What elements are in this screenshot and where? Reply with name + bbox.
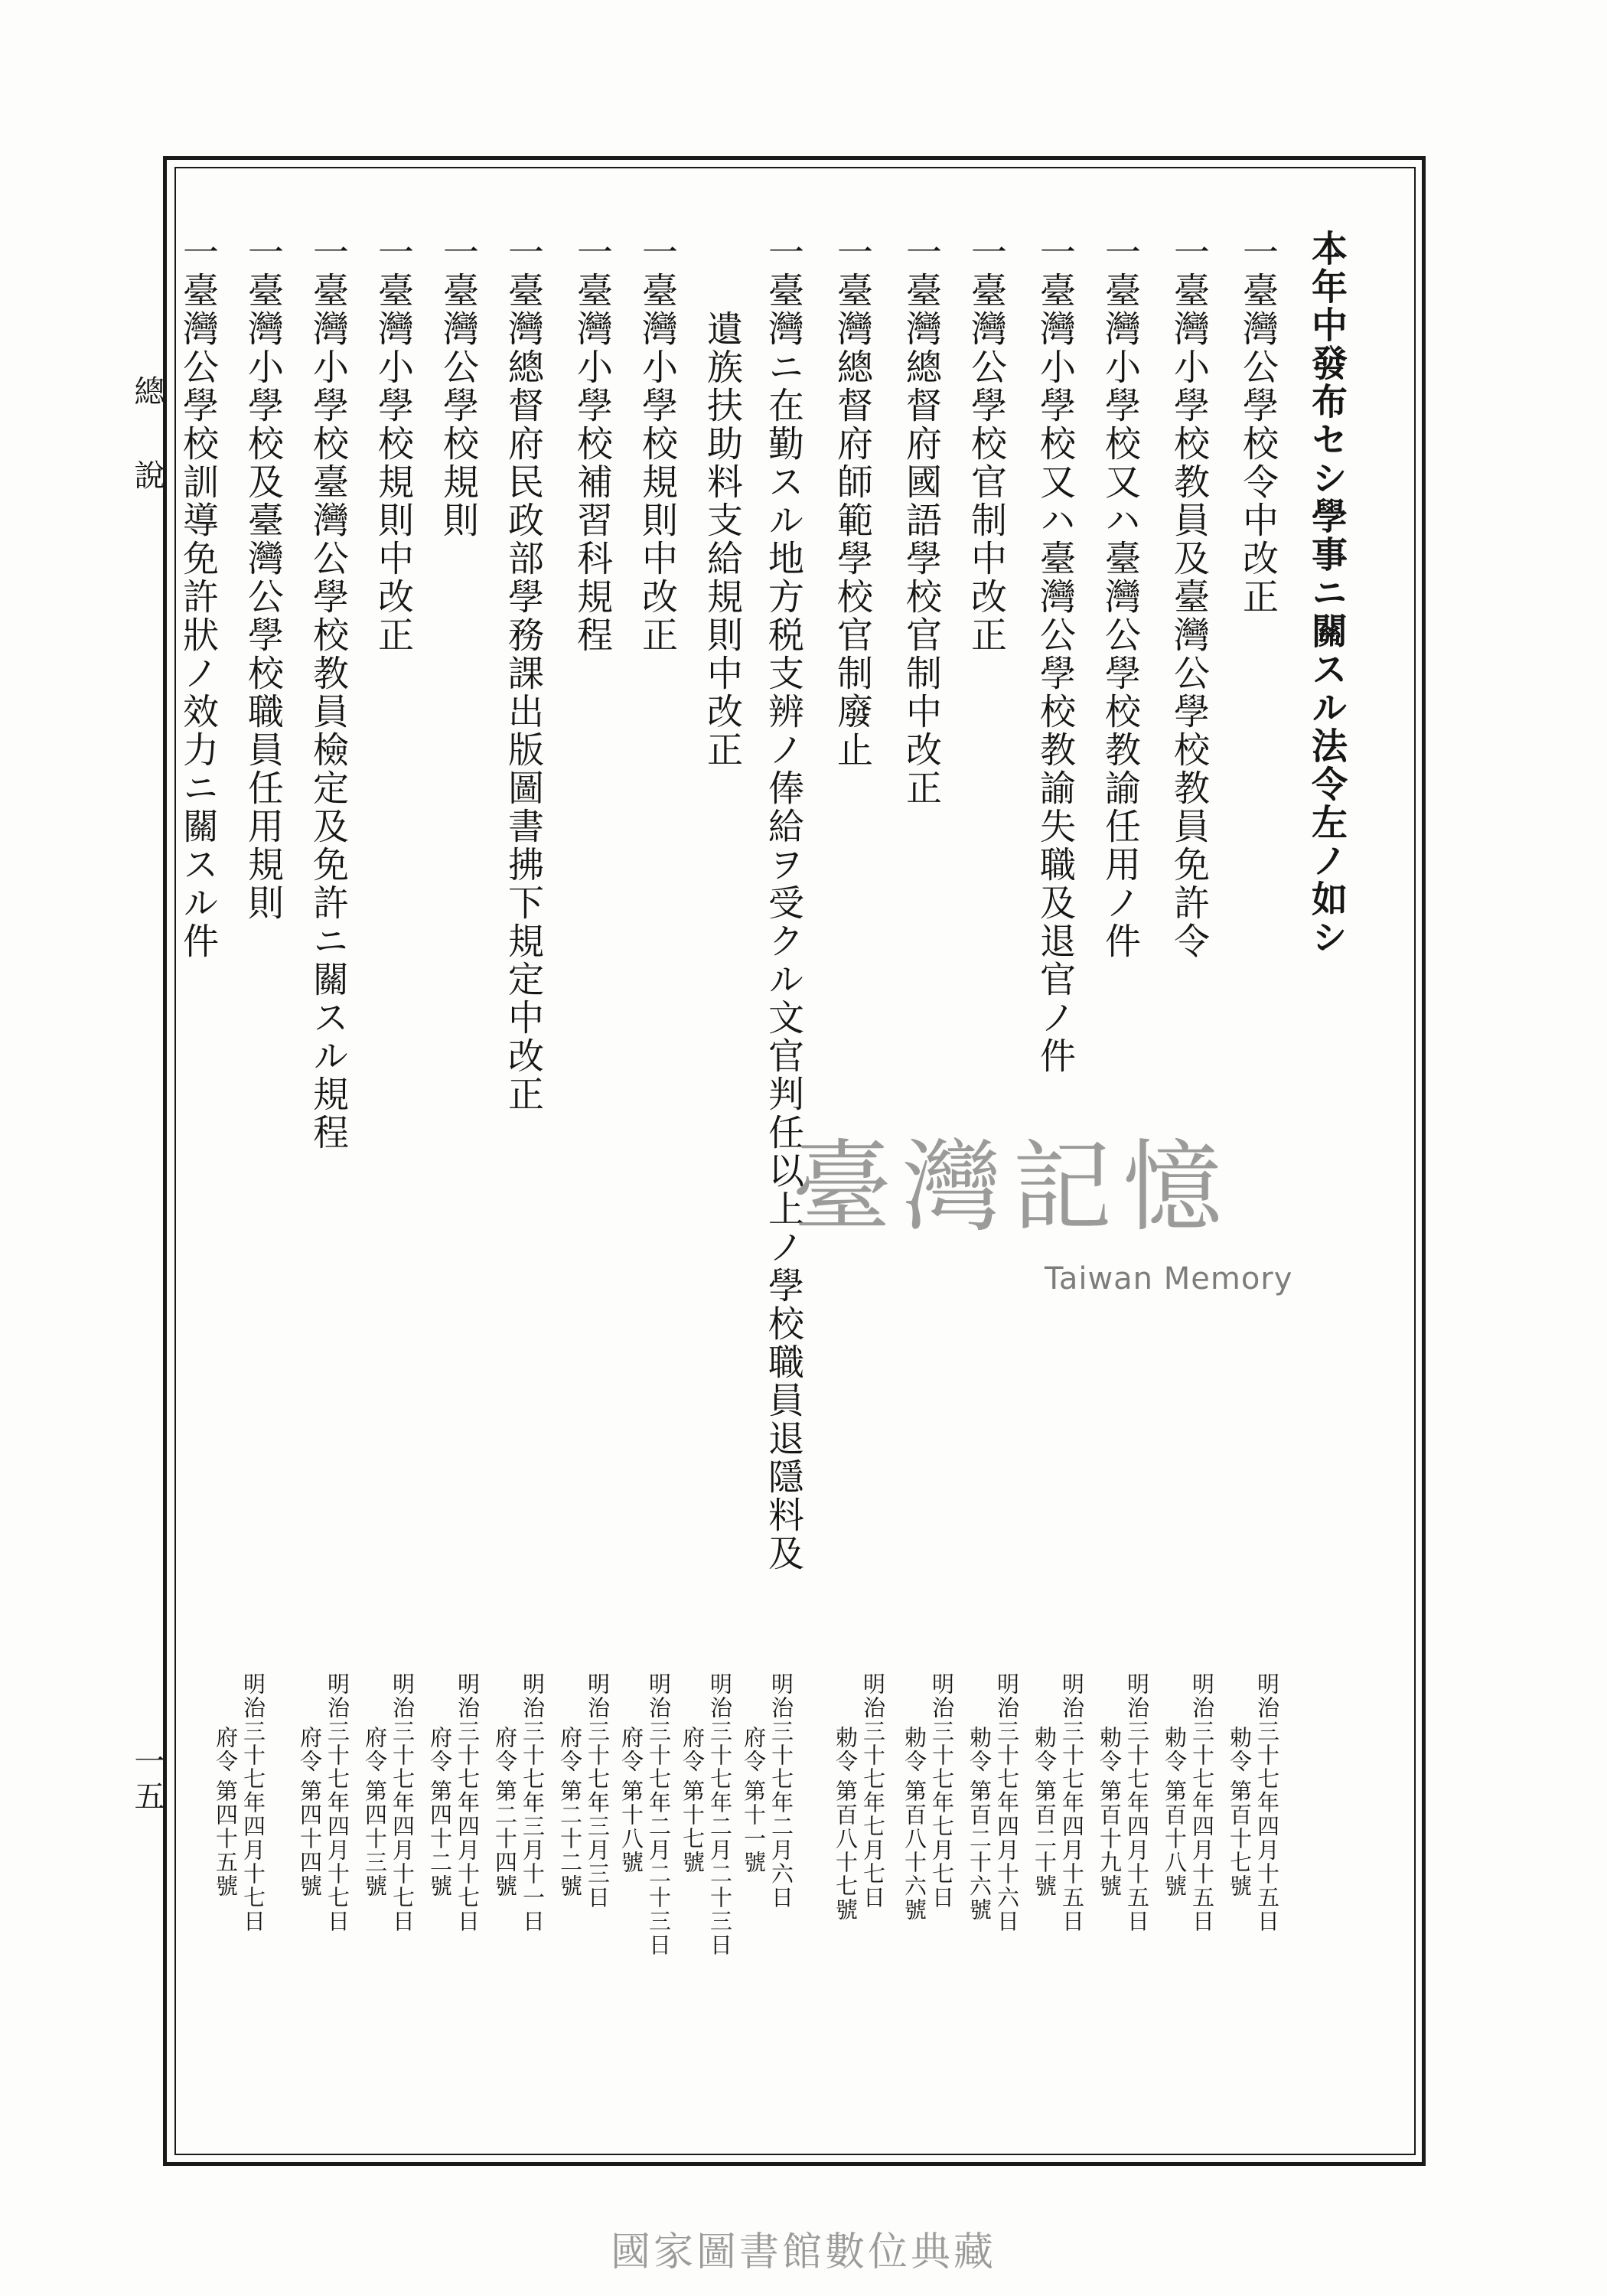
law-date-line: 明治三十七年四月十五日: [1254, 1672, 1280, 1933]
law-title: 一臺灣小學校規則中改正: [372, 233, 414, 654]
law-number: 第百二十六號: [966, 1779, 993, 1922]
law-number: 第百十七號: [1227, 1779, 1253, 1898]
law-date-line: 明治三十七年四月十七日: [455, 1672, 481, 1933]
law-date-line: 明治三十七年三月十一日: [520, 1672, 546, 1933]
law-title: 一臺灣小學校又ハ臺灣公學校教諭失職及退官ノ件: [1034, 233, 1076, 1075]
law-title-continuation: 遺族扶助料支給規則中改正: [701, 310, 743, 769]
law-issuer: 府令: [492, 1726, 518, 1773]
law-date-line: 明治三十七年七月七日: [860, 1672, 886, 1910]
law-number: 第四十二號: [427, 1779, 453, 1898]
law-number: 第百八十六號: [901, 1779, 927, 1922]
law-issuer: 府令: [213, 1726, 239, 1773]
law-number: 第二十四號: [492, 1779, 518, 1898]
law-number: 第四十三號: [362, 1779, 388, 1898]
watermark: [792, 1129, 1312, 1324]
law-title: 一臺灣總督府民政部學務課出版圖書拂下規定中改正: [502, 233, 544, 1114]
law-issuer: 勅令: [966, 1726, 993, 1773]
law-date-line: 明治三十七年七月七日: [929, 1672, 955, 1910]
law-issuer: 府令: [557, 1726, 583, 1773]
law-title: 一臺灣公學校官制中改正: [965, 233, 1007, 654]
law-title: 一臺灣公學校訓導免許狀ノ效力ニ關スル件: [177, 233, 219, 960]
law-title: 一臺灣總督府國語學校官制中改正: [900, 233, 942, 807]
law-number: 第四十四號: [297, 1779, 323, 1898]
law-title: 一臺灣小學校規則中改正: [636, 233, 678, 654]
law-number: 第百八十七號: [833, 1779, 859, 1922]
footer-credit: 國家圖書館數位典藏: [610, 2229, 996, 2275]
law-date-line: 明治三十七年四月十五日: [1189, 1672, 1215, 1933]
law-title: 一臺灣公學校令中改正: [1237, 233, 1279, 616]
law-issuer: 勅令: [1227, 1726, 1253, 1773]
law-title: 一臺灣公學校規則: [437, 233, 479, 540]
law-date-line: 明治三十七年二月二十三日: [646, 1672, 672, 1957]
watermark-english: Taiwan Memory: [1045, 1261, 1293, 1296]
law-issuer: 府令: [680, 1726, 706, 1773]
law-title: 一臺灣小學校及臺灣公學校職員任用規則: [242, 233, 284, 922]
section-heading: 本年中發布セシ學事ニ關スル法令左ノ如シ: [1305, 230, 1348, 957]
law-issuer: 府令: [362, 1726, 388, 1773]
law-number: 第百十八號: [1162, 1779, 1188, 1898]
law-date-line: 明治三十七年三月三日: [585, 1672, 611, 1910]
law-number: 第十一號: [741, 1779, 767, 1874]
law-date-line: 明治三十七年四月十六日: [994, 1672, 1020, 1933]
law-issuer: 勅令: [901, 1726, 927, 1773]
law-issuer: 府令: [297, 1726, 323, 1773]
law-issuer: 府令: [741, 1726, 767, 1773]
law-number: 第百二十號: [1032, 1779, 1058, 1898]
law-date-line: 明治三十七年二月六日: [768, 1672, 794, 1910]
law-date-line: 明治三十七年四月十七日: [240, 1672, 266, 1933]
law-title: 一臺灣小學校教員及臺灣公學校教員免許令: [1168, 233, 1210, 960]
law-date-line: 明治三十七年四月十五日: [1059, 1672, 1085, 1933]
law-issuer: 勅令: [1032, 1726, 1058, 1773]
law-number: 第十八號: [618, 1779, 644, 1874]
law-date-line: 明治三十七年二月二十三日: [707, 1672, 733, 1957]
law-number: 第二十二號: [557, 1779, 583, 1898]
law-issuer: 勅令: [1097, 1726, 1123, 1773]
law-title: 一臺灣ニ在勤スル地方税支辨ノ俸給ヲ受クル文官判任以上ノ學校職員退隱料及: [762, 233, 804, 1573]
law-issuer: 府令: [618, 1726, 644, 1773]
law-number: 第四十五號: [213, 1779, 239, 1898]
law-issuer: 勅令: [1162, 1726, 1188, 1773]
law-date-line: 明治三十七年四月十七日: [324, 1672, 350, 1933]
margin-title: 總說: [129, 375, 165, 543]
law-issuer: 府令: [427, 1726, 453, 1773]
watermark-logo-text: 臺灣記憶: [792, 1129, 1234, 1245]
law-number: 第十七號: [680, 1779, 706, 1874]
law-title: 一臺灣總督府師範學校官制廢止: [831, 233, 873, 769]
law-title: 一臺灣小學校補習科規程: [571, 233, 613, 654]
law-number: 第百十九號: [1097, 1779, 1123, 1898]
law-date-line: 明治三十七年四月十五日: [1124, 1672, 1150, 1933]
page-number: 一五: [129, 1745, 165, 1815]
law-title: 一臺灣小學校又ハ臺灣公學校教諭任用ノ件: [1099, 233, 1141, 960]
law-date-line: 明治三十七年四月十七日: [390, 1672, 416, 1933]
law-issuer: 勅令: [833, 1726, 859, 1773]
law-title: 一臺灣小學校臺灣公學校教員檢定及免許ニ關スル規程: [307, 233, 349, 1152]
